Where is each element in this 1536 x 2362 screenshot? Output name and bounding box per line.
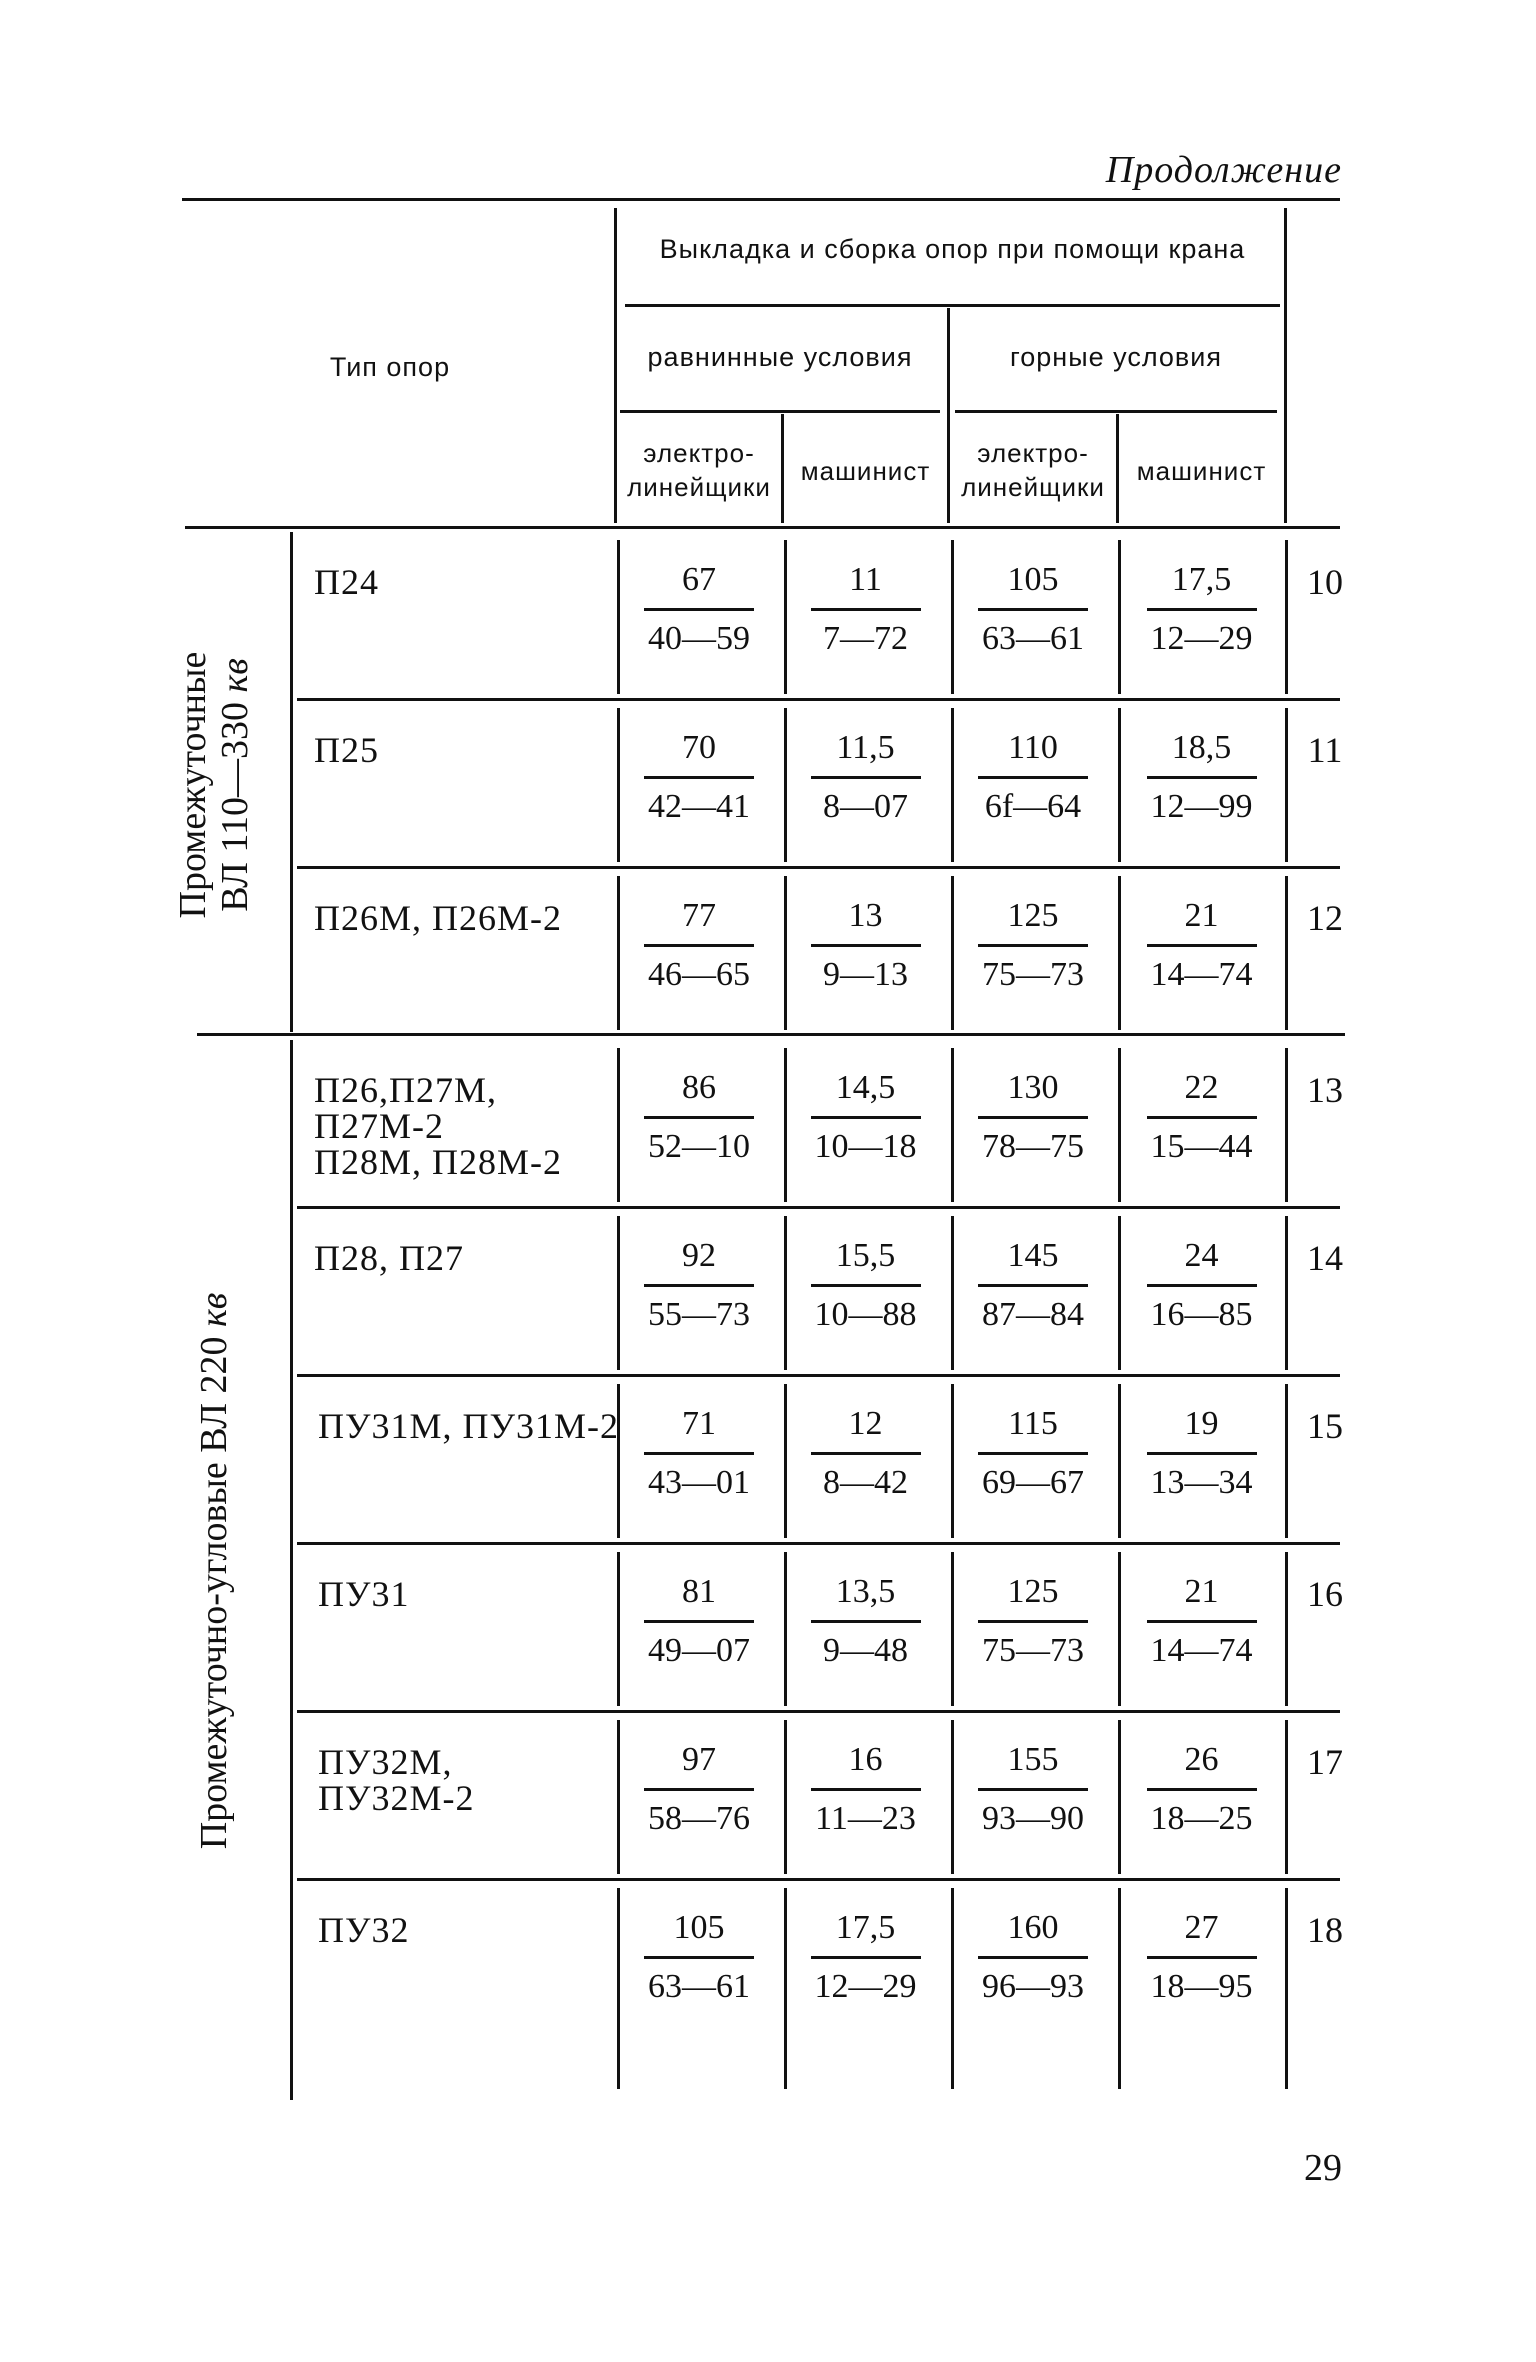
row-number: 14 bbox=[1307, 1238, 1343, 1278]
fraction-cell bbox=[784, 1236, 947, 1335]
fraction-bar bbox=[644, 608, 754, 611]
fraction-numerator: 105 bbox=[673, 1909, 725, 1946]
fraction-denominator: 10—88 bbox=[814, 1296, 917, 1333]
row-rule bbox=[297, 1206, 1340, 1209]
fraction-denominator: 55—73 bbox=[648, 1296, 750, 1333]
fraction-numerator: 27 bbox=[1184, 1909, 1219, 1946]
row-number: 15 bbox=[1307, 1406, 1343, 1446]
fraction-bar bbox=[978, 1620, 1088, 1623]
fraction-cell bbox=[784, 728, 947, 827]
fraction-bar bbox=[978, 608, 1088, 611]
fraction-numerator: 21 bbox=[1184, 1573, 1219, 1610]
fraction-bar bbox=[978, 1788, 1088, 1791]
row-number: 18 bbox=[1307, 1910, 1343, 1950]
fraction-bar bbox=[1147, 1788, 1257, 1791]
fraction-denominator: 18—95 bbox=[1150, 1968, 1253, 2005]
fraction-bar bbox=[978, 776, 1088, 779]
fraction-cell bbox=[617, 1236, 781, 1335]
fraction-denominator: 75—73 bbox=[982, 956, 1084, 993]
fraction-denominator: 43—01 bbox=[648, 1464, 750, 1501]
fraction-cell bbox=[950, 1740, 1116, 1839]
fraction-bar bbox=[644, 1284, 754, 1287]
header-type-col: Тип опор bbox=[329, 352, 451, 382]
fraction-cell bbox=[1119, 560, 1284, 659]
fraction-bar bbox=[644, 1452, 754, 1455]
fraction-denominator: 9—13 bbox=[823, 956, 908, 993]
cell-vline bbox=[1285, 1216, 1288, 1370]
fraction-numerator: 21 bbox=[1184, 897, 1219, 934]
fraction-cell bbox=[950, 1236, 1116, 1335]
table-top-rule bbox=[182, 198, 1340, 201]
fraction-bar bbox=[1147, 1620, 1257, 1623]
fraction-bar bbox=[811, 1620, 921, 1623]
fraction-bar bbox=[644, 1116, 754, 1119]
fraction-cell bbox=[617, 560, 781, 659]
support-type-line: П28М, П28М-2 bbox=[314, 1142, 563, 1182]
fraction-denominator: 8—42 bbox=[823, 1464, 908, 1501]
row-rule bbox=[297, 1710, 1340, 1713]
fraction-cell bbox=[1119, 1572, 1284, 1671]
row-number: 12 bbox=[1307, 898, 1343, 938]
fraction-bar bbox=[1147, 1116, 1257, 1119]
support-type bbox=[314, 900, 562, 936]
fraction-numerator: 22 bbox=[1184, 1069, 1219, 1106]
row-rule bbox=[297, 1374, 1340, 1377]
support-type-line: П28, П27 bbox=[314, 1238, 464, 1278]
support-type-line: П26М, П26М-2 bbox=[314, 898, 563, 938]
fraction-denominator: 52—10 bbox=[648, 1128, 750, 1165]
cell-vline bbox=[1285, 876, 1288, 1030]
fraction-numerator: 110 bbox=[1008, 729, 1058, 766]
fraction-numerator: 17,5 bbox=[835, 1909, 896, 1946]
fraction-cell bbox=[950, 1404, 1116, 1503]
fraction-cell bbox=[950, 1572, 1116, 1671]
fraction-numerator: 11,5 bbox=[836, 729, 895, 766]
fraction-bar bbox=[644, 1620, 754, 1623]
fraction-numerator: 160 bbox=[1007, 1909, 1059, 1946]
fraction-cell bbox=[617, 1572, 781, 1671]
header-plain: равнинные условия bbox=[647, 342, 913, 372]
continuation-label: Продолжение bbox=[1105, 149, 1342, 191]
fraction-cell bbox=[784, 1740, 947, 1839]
group-label-line2: ВЛ 110—330 кв bbox=[214, 658, 256, 912]
header-bottom-rule bbox=[185, 526, 1340, 529]
fraction-bar bbox=[644, 776, 754, 779]
cell-vline bbox=[1285, 1552, 1288, 1706]
fraction-numerator: 145 bbox=[1007, 1237, 1059, 1274]
support-type-line: ПУ32 bbox=[318, 1910, 410, 1950]
cell-vline bbox=[1285, 708, 1288, 862]
group-separator bbox=[197, 1033, 1345, 1036]
fraction-cell bbox=[950, 896, 1116, 995]
fraction-cell bbox=[1119, 1236, 1284, 1335]
fraction-bar bbox=[811, 608, 921, 611]
header-mountain: горные условия bbox=[1010, 342, 1222, 372]
support-type-line: П24 bbox=[314, 562, 379, 602]
fraction-cell bbox=[950, 560, 1116, 659]
fraction-cell bbox=[617, 896, 781, 995]
fraction-bar bbox=[811, 1284, 921, 1287]
fraction-bar bbox=[811, 1452, 921, 1455]
fraction-numerator: 67 bbox=[682, 561, 716, 598]
fraction-bar bbox=[1147, 1956, 1257, 1959]
group-label-line1: Промежуточные bbox=[172, 651, 214, 919]
fraction-bar bbox=[811, 776, 921, 779]
fraction-denominator: 87—84 bbox=[982, 1296, 1084, 1333]
fraction-numerator: 92 bbox=[682, 1237, 716, 1274]
fraction-denominator: 12—29 bbox=[1150, 620, 1253, 657]
header-electro-plain bbox=[617, 436, 781, 504]
fraction-cell bbox=[617, 1908, 781, 2007]
fraction-numerator: 17,5 bbox=[1171, 561, 1232, 598]
header-main: Выкладка и сборка опор при помощи крана bbox=[659, 234, 1246, 264]
fraction-numerator: 12 bbox=[848, 1405, 883, 1442]
fraction-bar bbox=[1147, 944, 1257, 947]
fraction-denominator: 63—61 bbox=[648, 1968, 750, 2005]
row-number: 16 bbox=[1307, 1574, 1343, 1614]
group2-vline bbox=[290, 1040, 293, 2100]
fraction-cell bbox=[617, 728, 781, 827]
fraction-cell bbox=[1119, 896, 1284, 995]
fraction-cell bbox=[950, 728, 1116, 827]
support-type bbox=[318, 1576, 410, 1612]
fraction-denominator: 40—59 bbox=[648, 620, 750, 657]
fraction-denominator: 63—61 bbox=[982, 620, 1084, 657]
fraction-bar bbox=[978, 1284, 1088, 1287]
fraction-numerator: 125 bbox=[1007, 897, 1059, 934]
fraction-denominator: 16—85 bbox=[1150, 1296, 1253, 1333]
cell-vline bbox=[1285, 1888, 1288, 2089]
fraction-denominator: 11—23 bbox=[815, 1800, 916, 1837]
fraction-numerator: 13 bbox=[848, 897, 883, 934]
fraction-bar bbox=[1147, 608, 1257, 611]
row-rule bbox=[297, 1542, 1340, 1545]
fraction-cell bbox=[617, 1068, 781, 1167]
fraction-numerator: 16 bbox=[848, 1741, 883, 1778]
fraction-cell bbox=[1119, 1068, 1284, 1167]
fraction-numerator: 86 bbox=[682, 1069, 716, 1106]
fraction-denominator: 12—29 bbox=[814, 1968, 917, 2005]
support-type bbox=[318, 1408, 619, 1444]
fraction-bar bbox=[811, 1116, 921, 1119]
fraction-bar bbox=[811, 944, 921, 947]
row-number: 13 bbox=[1307, 1070, 1343, 1110]
fraction-numerator: 11 bbox=[849, 561, 882, 598]
fraction-cell bbox=[617, 1740, 781, 1839]
fraction-cell bbox=[784, 1404, 947, 1503]
fraction-denominator: 15—44 bbox=[1150, 1128, 1253, 1165]
fraction-denominator: 10—18 bbox=[814, 1128, 917, 1165]
fraction-cell bbox=[784, 896, 947, 995]
fraction-numerator: 70 bbox=[682, 729, 716, 766]
fraction-numerator: 24 bbox=[1184, 1237, 1219, 1274]
fraction-cell bbox=[950, 1068, 1116, 1167]
support-type bbox=[318, 1912, 410, 1948]
fraction-cell bbox=[1119, 1740, 1284, 1839]
fraction-denominator: 6f—64 bbox=[984, 788, 1082, 825]
group-label-intermediate bbox=[172, 545, 262, 1025]
row-rule bbox=[297, 698, 1340, 701]
header-rule-main bbox=[625, 304, 1280, 307]
cell-vline bbox=[1285, 540, 1288, 694]
fraction-bar bbox=[978, 1116, 1088, 1119]
fraction-cell bbox=[950, 1908, 1116, 2007]
fraction-denominator: 12—99 bbox=[1150, 788, 1253, 825]
header-electro-line2: линейщики bbox=[961, 472, 1105, 502]
support-type bbox=[314, 732, 379, 768]
fraction-numerator: 15,5 bbox=[835, 1237, 896, 1274]
fraction-numerator: 19 bbox=[1184, 1405, 1219, 1442]
fraction-numerator: 105 bbox=[1007, 561, 1059, 598]
fraction-denominator: 93—90 bbox=[982, 1800, 1084, 1837]
fraction-denominator: 8—07 bbox=[823, 788, 908, 825]
fraction-cell bbox=[784, 1572, 947, 1671]
fraction-denominator: 78—75 bbox=[982, 1128, 1084, 1165]
fraction-numerator: 97 bbox=[682, 1741, 716, 1778]
fraction-bar bbox=[644, 1788, 754, 1791]
fraction-bar bbox=[644, 1956, 754, 1959]
fraction-numerator: 125 bbox=[1007, 1573, 1059, 1610]
cell-vline bbox=[1285, 1048, 1288, 1202]
fraction-bar bbox=[978, 1452, 1088, 1455]
row-rule bbox=[297, 866, 1340, 869]
support-type-line: ПУ32М, bbox=[318, 1742, 453, 1782]
fraction-numerator: 71 bbox=[682, 1405, 716, 1442]
fraction-bar bbox=[811, 1788, 921, 1791]
fraction-numerator: 26 bbox=[1184, 1741, 1219, 1778]
fraction-denominator: 18—25 bbox=[1150, 1800, 1253, 1837]
header-rule-plain bbox=[620, 410, 940, 413]
fraction-bar bbox=[978, 1956, 1088, 1959]
fraction-denominator: 42—41 bbox=[648, 788, 750, 825]
fraction-numerator: 81 bbox=[682, 1573, 716, 1610]
header-electro-line1: электро- bbox=[977, 438, 1089, 468]
fraction-denominator: 75—73 bbox=[982, 1632, 1084, 1669]
page-number: 29 bbox=[1304, 2147, 1342, 2189]
support-type bbox=[314, 1240, 464, 1276]
fraction-bar bbox=[644, 944, 754, 947]
support-type-line: П27М-2 bbox=[314, 1106, 444, 1146]
fraction-denominator: 14—74 bbox=[1150, 956, 1253, 993]
header-machinist-mountain: машинист bbox=[1136, 456, 1267, 486]
cell-vline bbox=[1285, 1384, 1288, 1538]
support-type-line: П25 bbox=[314, 730, 379, 770]
fraction-cell bbox=[784, 560, 947, 659]
support-type bbox=[318, 1744, 474, 1816]
fraction-denominator: 46—65 bbox=[648, 956, 750, 993]
header-electro-line1: электро- bbox=[643, 438, 755, 468]
row-number: 11 bbox=[1307, 730, 1343, 770]
fraction-bar bbox=[811, 1956, 921, 1959]
header-machinist-plain: машинист bbox=[800, 456, 931, 486]
fraction-numerator: 14,5 bbox=[835, 1069, 896, 1106]
fraction-numerator: 130 bbox=[1007, 1069, 1059, 1106]
support-type-line: ПУ32М-2 bbox=[318, 1778, 475, 1818]
fraction-denominator: 58—76 bbox=[648, 1800, 750, 1837]
fraction-denominator: 96—93 bbox=[982, 1968, 1084, 2005]
support-type bbox=[314, 564, 379, 600]
fraction-numerator: 18,5 bbox=[1171, 729, 1232, 766]
support-type-line: П26,П27М, bbox=[314, 1070, 498, 1110]
fraction-cell bbox=[1119, 1908, 1284, 2007]
fraction-bar bbox=[1147, 776, 1257, 779]
fraction-denominator: 14—74 bbox=[1150, 1632, 1253, 1669]
header-electro-mountain bbox=[950, 436, 1116, 504]
row-number: 17 bbox=[1307, 1742, 1343, 1782]
fraction-denominator: 69—67 bbox=[982, 1464, 1084, 1501]
fraction-cell bbox=[1119, 728, 1284, 827]
fraction-numerator: 77 bbox=[682, 897, 716, 934]
cell-vline bbox=[1285, 1720, 1288, 1874]
fraction-bar bbox=[978, 944, 1088, 947]
fraction-numerator: 13,5 bbox=[835, 1573, 896, 1610]
header-electro-line2: линейщики bbox=[627, 472, 771, 502]
row-number: 10 bbox=[1307, 562, 1343, 602]
fraction-cell bbox=[1119, 1404, 1284, 1503]
fraction-denominator: 7—72 bbox=[823, 620, 908, 657]
header-rule-mountain bbox=[955, 410, 1277, 413]
fraction-cell bbox=[784, 1908, 947, 2007]
group-label-intermediate-angle: Промежуточно-угловые ВЛ 220 кв bbox=[193, 1292, 235, 1850]
group1-vline bbox=[290, 532, 293, 1032]
fraction-cell bbox=[617, 1404, 781, 1503]
fraction-denominator: 9—48 bbox=[823, 1632, 908, 1669]
fraction-numerator: 155 bbox=[1007, 1741, 1059, 1778]
support-type-line: ПУ31 bbox=[318, 1574, 410, 1614]
fraction-bar bbox=[1147, 1284, 1257, 1287]
support-type-line: ПУ31М, ПУ31М-2 bbox=[318, 1406, 619, 1446]
fraction-numerator: 115 bbox=[1008, 1405, 1058, 1442]
fraction-cell bbox=[784, 1068, 947, 1167]
fraction-denominator: 49—07 bbox=[648, 1632, 750, 1669]
fraction-bar bbox=[1147, 1452, 1257, 1455]
fraction-denominator: 13—34 bbox=[1150, 1464, 1253, 1501]
support-type bbox=[314, 1072, 562, 1180]
header-vline-right bbox=[1284, 208, 1287, 523]
row-rule bbox=[297, 1878, 1340, 1881]
